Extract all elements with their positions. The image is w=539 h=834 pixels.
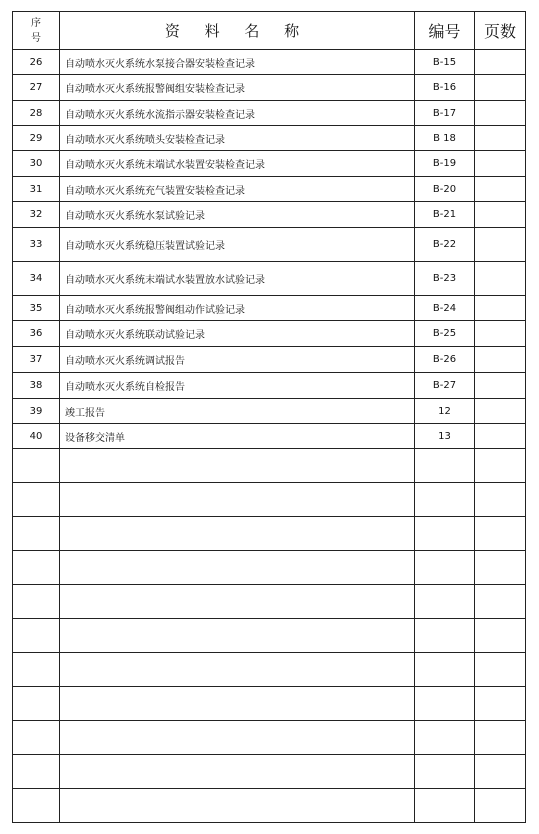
row-seq: 26 (13, 50, 60, 75)
row-seq: 39 (13, 399, 60, 424)
empty-cell (60, 585, 415, 619)
table-body (13, 50, 526, 823)
row-pages (475, 424, 526, 449)
table-row (13, 399, 526, 424)
empty-cell (415, 789, 475, 823)
header-seq-top: 序 (31, 17, 41, 29)
empty-cell (60, 619, 415, 653)
table-row (13, 228, 526, 262)
row-code: B-16 (415, 75, 475, 101)
empty-cell (475, 619, 526, 653)
empty-cell (415, 551, 475, 585)
header-name: 资 料 名 称 (60, 12, 415, 50)
table-row-empty (13, 585, 526, 619)
row-seq: 36 (13, 321, 60, 347)
row-code: B-26 (415, 347, 475, 373)
empty-cell (415, 449, 475, 483)
table-row (13, 424, 526, 449)
row-name: 竣工报告 (60, 399, 415, 424)
empty-cell (13, 789, 60, 823)
row-pages (475, 228, 526, 262)
row-pages (475, 296, 526, 321)
empty-cell (13, 619, 60, 653)
row-code: B-20 (415, 177, 475, 202)
empty-cell (415, 619, 475, 653)
row-code: B-19 (415, 151, 475, 177)
row-code: B 18 (415, 126, 475, 151)
table-row-empty (13, 619, 526, 653)
row-code: B-23 (415, 262, 475, 296)
empty-cell (415, 483, 475, 517)
row-pages (475, 75, 526, 101)
table-row-empty (13, 653, 526, 687)
row-pages (475, 373, 526, 399)
empty-cell (60, 789, 415, 823)
row-pages (475, 126, 526, 151)
empty-cell (13, 687, 60, 721)
table-row (13, 262, 526, 296)
empty-cell (13, 517, 60, 551)
empty-cell (60, 687, 415, 721)
table-row (13, 151, 526, 177)
table-row (13, 321, 526, 347)
header-seq (13, 12, 60, 50)
row-name: 自动喷水灭火系统自检报告 (60, 373, 415, 399)
row-name: 自动喷水灭火系统水泵接合器安装检查记录 (60, 50, 415, 75)
empty-cell (60, 755, 415, 789)
empty-cell (415, 721, 475, 755)
empty-cell (60, 483, 415, 517)
row-seq: 35 (13, 296, 60, 321)
row-code: B-21 (415, 202, 475, 228)
table-header-row (13, 12, 526, 50)
empty-cell (475, 789, 526, 823)
row-name: 自动喷水灭火系统报警阀组动作试验记录 (60, 296, 415, 321)
document-index-table (12, 11, 526, 823)
row-seq: 38 (13, 373, 60, 399)
table-row-empty (13, 517, 526, 551)
row-seq: 28 (13, 101, 60, 126)
table-row (13, 373, 526, 399)
empty-cell (60, 653, 415, 687)
empty-cell (475, 517, 526, 551)
table-row-empty (13, 551, 526, 585)
table-row (13, 126, 526, 151)
table-row (13, 50, 526, 75)
row-seq: 31 (13, 177, 60, 202)
row-name: 自动喷水灭火系统喷头安装检查记录 (60, 126, 415, 151)
row-code: B-17 (415, 101, 475, 126)
header-seq-bottom: 号 (31, 32, 41, 44)
row-seq: 33 (13, 228, 60, 262)
empty-cell (415, 653, 475, 687)
empty-cell (13, 721, 60, 755)
row-name: 设备移交清单 (60, 424, 415, 449)
row-pages (475, 347, 526, 373)
row-pages (475, 321, 526, 347)
empty-cell (475, 721, 526, 755)
row-pages (475, 101, 526, 126)
row-name: 自动喷水灭火系统末端试水装置安装检查记录 (60, 151, 415, 177)
row-seq: 29 (13, 126, 60, 151)
table-row-empty (13, 687, 526, 721)
row-pages (475, 399, 526, 424)
empty-cell (60, 721, 415, 755)
row-name: 自动喷水灭火系统调试报告 (60, 347, 415, 373)
row-name: 自动喷水灭火系统充气装置安装检查记录 (60, 177, 415, 202)
row-name: 自动喷水灭火系统报警阀组安装检查记录 (60, 75, 415, 101)
header-pages: 页数 (475, 12, 526, 50)
row-code: 12 (415, 399, 475, 424)
table-row-empty (13, 483, 526, 517)
row-code: B-22 (415, 228, 475, 262)
row-name: 自动喷水灭火系统末端试水装置放水试验记录 (60, 262, 415, 296)
table-row (13, 177, 526, 202)
table-row (13, 296, 526, 321)
document-page (12, 11, 525, 823)
table-row (13, 202, 526, 228)
empty-cell (13, 585, 60, 619)
empty-cell (13, 483, 60, 517)
row-seq: 27 (13, 75, 60, 101)
row-seq: 32 (13, 202, 60, 228)
empty-cell (60, 551, 415, 585)
empty-cell (475, 653, 526, 687)
table-row-empty (13, 789, 526, 823)
empty-cell (60, 449, 415, 483)
table-row (13, 347, 526, 373)
table-row-empty (13, 755, 526, 789)
table-row (13, 75, 526, 101)
row-seq: 40 (13, 424, 60, 449)
row-name: 自动喷水灭火系统联动试验记录 (60, 321, 415, 347)
empty-cell (475, 585, 526, 619)
table-row (13, 101, 526, 126)
row-code: B-25 (415, 321, 475, 347)
empty-cell (475, 755, 526, 789)
row-pages (475, 151, 526, 177)
empty-cell (475, 483, 526, 517)
row-pages (475, 177, 526, 202)
empty-cell (13, 449, 60, 483)
row-pages (475, 202, 526, 228)
row-pages (475, 50, 526, 75)
empty-cell (475, 449, 526, 483)
row-name: 自动喷水灭火系统水流指示器安装检查记录 (60, 101, 415, 126)
empty-cell (13, 551, 60, 585)
row-seq: 30 (13, 151, 60, 177)
empty-cell (415, 687, 475, 721)
row-code: 13 (415, 424, 475, 449)
row-name: 自动喷水灭火系统稳压装置试验记录 (60, 228, 415, 262)
table-row-empty (13, 449, 526, 483)
empty-cell (13, 755, 60, 789)
row-code: B-27 (415, 373, 475, 399)
empty-cell (60, 517, 415, 551)
empty-cell (475, 551, 526, 585)
row-code: B-24 (415, 296, 475, 321)
row-pages (475, 262, 526, 296)
table-row-empty (13, 721, 526, 755)
empty-cell (13, 653, 60, 687)
empty-cell (475, 687, 526, 721)
row-seq: 37 (13, 347, 60, 373)
empty-cell (415, 517, 475, 551)
empty-cell (415, 585, 475, 619)
row-code: B-15 (415, 50, 475, 75)
row-seq: 34 (13, 262, 60, 296)
row-name: 自动喷水灭火系统水泵试验记录 (60, 202, 415, 228)
empty-cell (415, 755, 475, 789)
header-code: 编号 (415, 12, 475, 50)
